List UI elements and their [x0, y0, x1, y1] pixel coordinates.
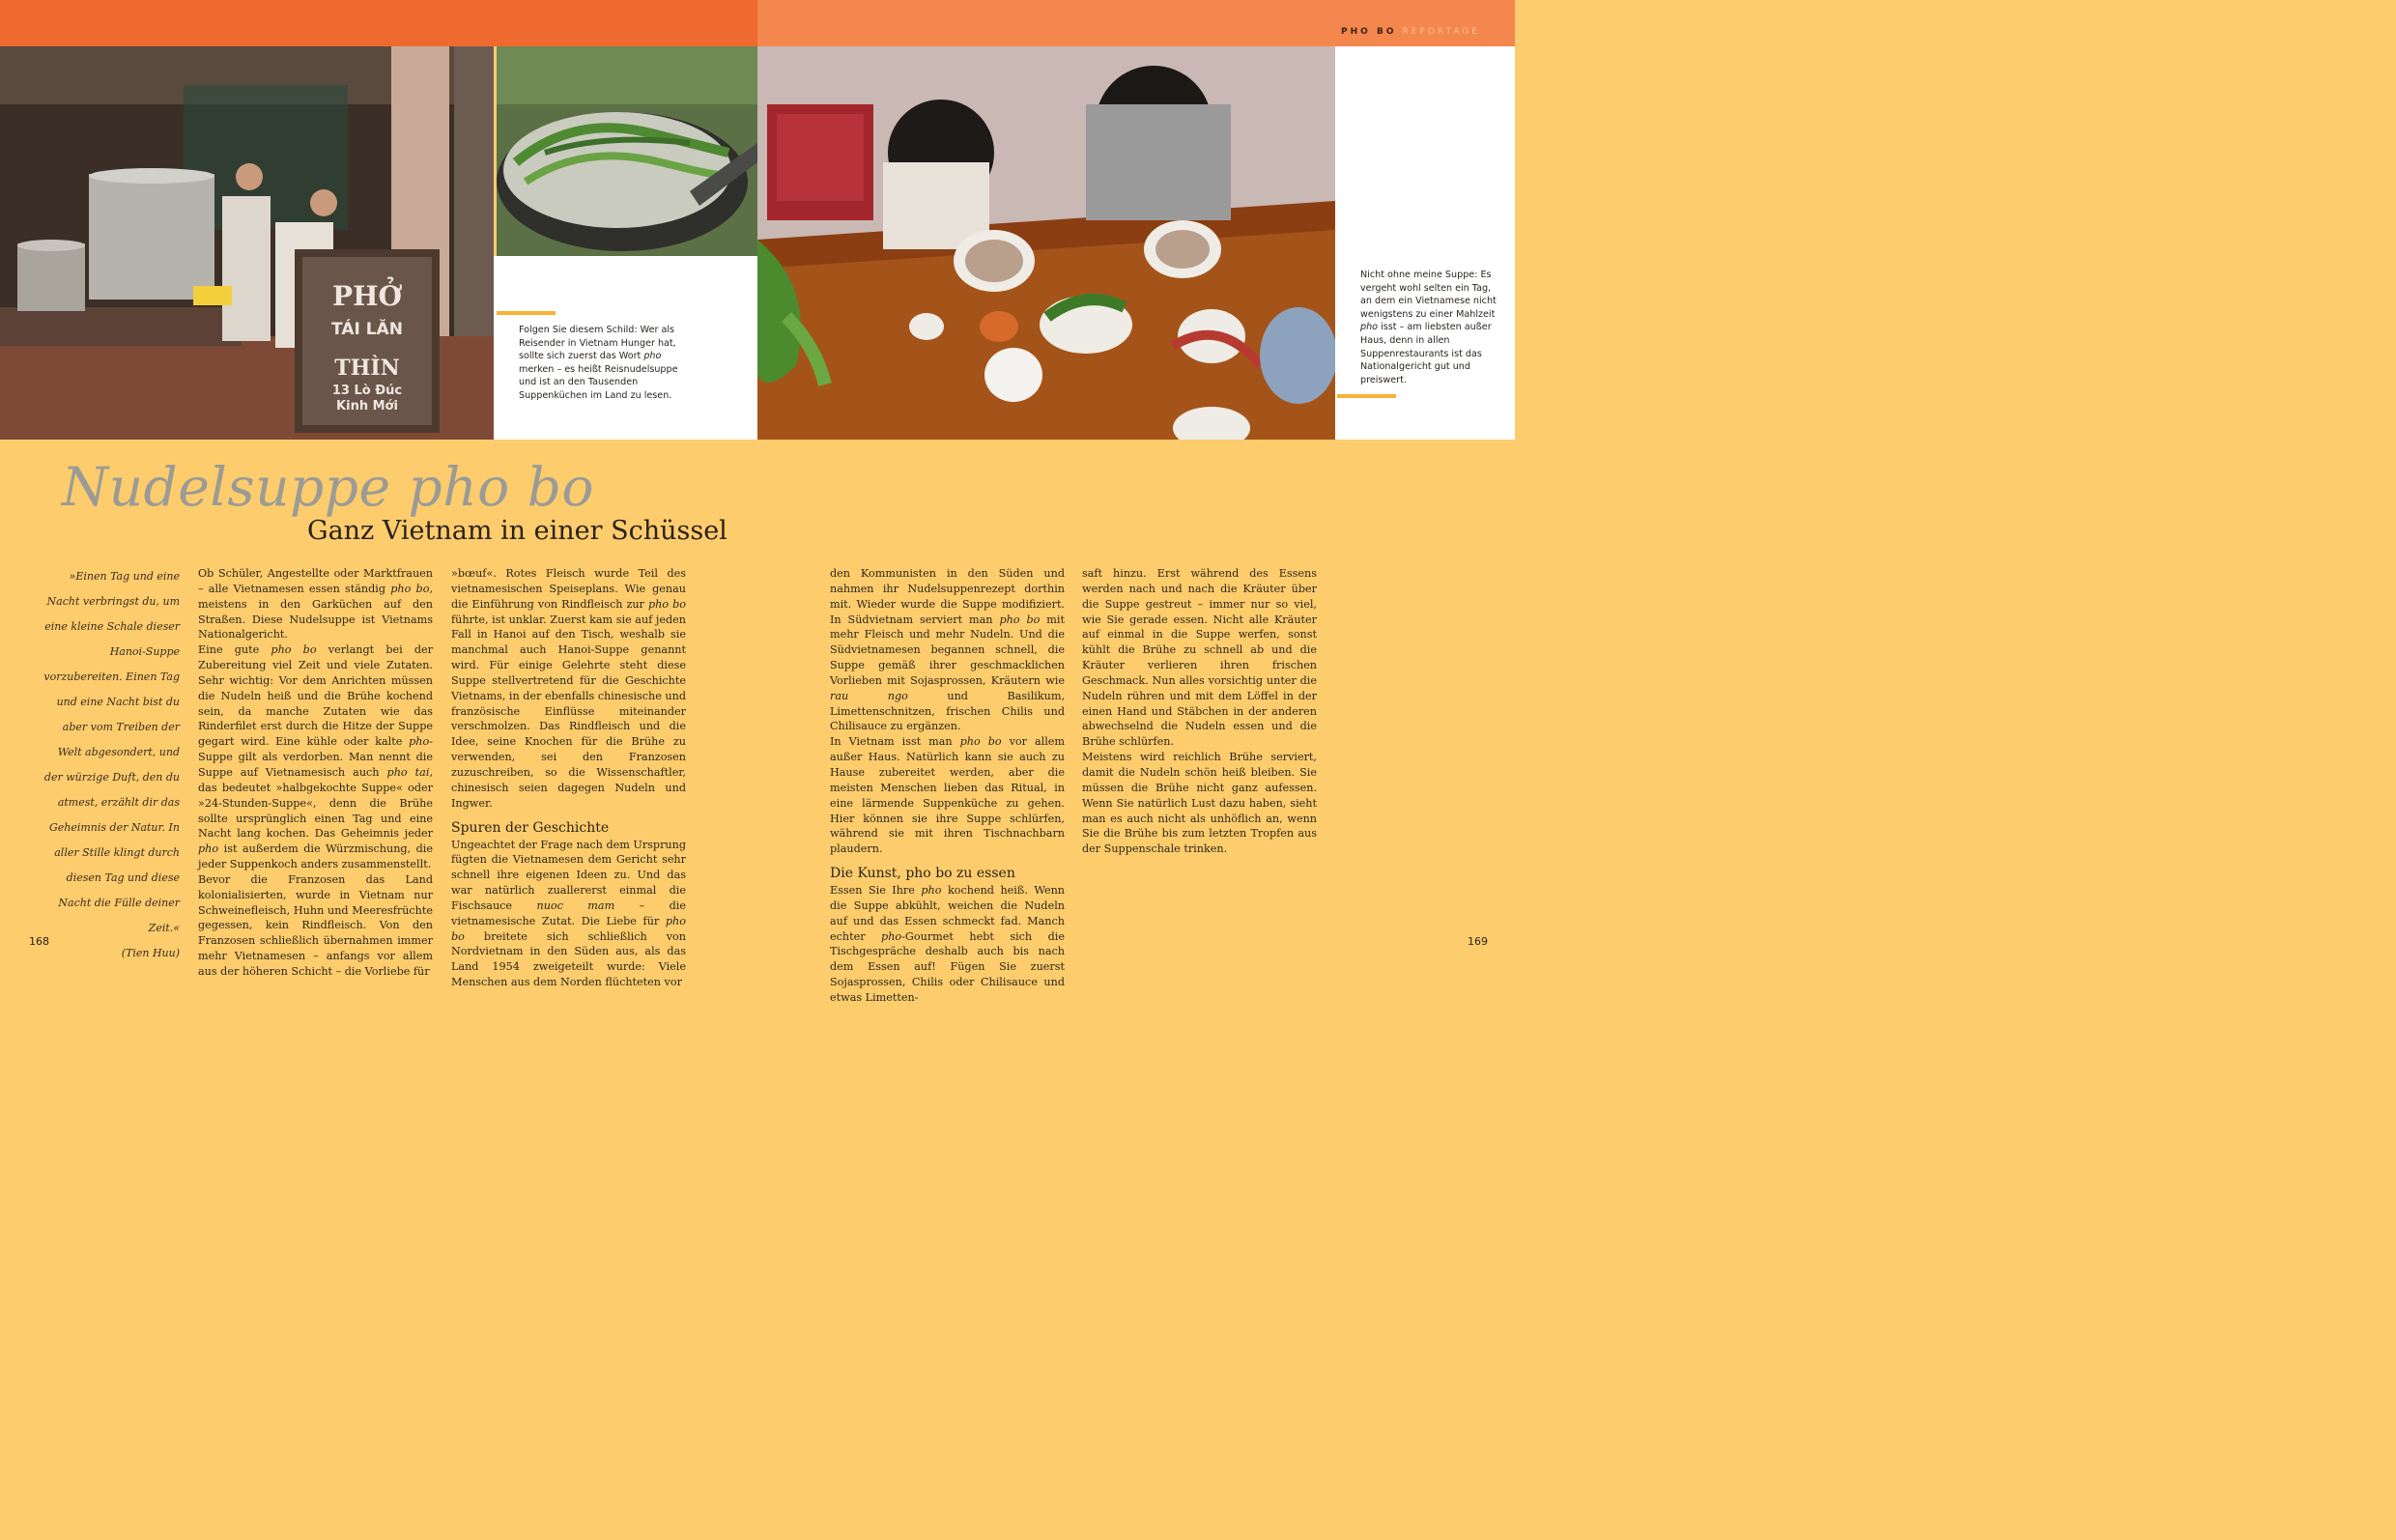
article-subtitle: Ganz Vietnam in einer Schüssel: [307, 516, 727, 546]
col3-paragraph-1: den Kommunisten in den Süden und nahmen ihr Nudelsuppenrezept dorthin mit. Wieder wurde die Suppe modifiziert. In Südvietnam serviert man pho bo mit mehr Fleisch und mehr Nudeln. Und die Südvietnamesen begannen schnell, die Suppe gemäß ihrer geschmacklichen Vorlieben mit Sojasprossen, Kräutern wie rau ngo und Basilikum, Limettenschnitzen, frischen Chilis und Chilisauce zu ergänzen.: [830, 567, 1065, 733]
pho-bowl-photo: [497, 46, 757, 256]
article-column-2: [451, 566, 686, 990]
header-band-right: [757, 0, 1515, 46]
col1-paragraph-1: Ob Schüler, Angestellte oder Marktfrauen – alle Vietnamesen essen ständig pho bo, meistens in den Garküchen auf den Straßen. Diese Nudelsuppe ist Vietnams Nationalgericht.: [198, 567, 433, 642]
diners-overhead-photo: [757, 46, 1335, 440]
col4-paragraph-2: Meistens wird reichlich Brühe serviert, damit die Nudeln schön heiß bleiben. Sie müssen die Brühe nicht ganz aufessen. Wenn Sie natürlich Lust dazu haben, sieht man es auch nicht als unhöflich an, wenn Sie die Brühe bis zum letzten Tropfen aus der Suppenschale trinken.: [1082, 751, 1317, 856]
running-head-section: PHO BO: [1341, 27, 1397, 37]
street-kitchen-photo: [0, 46, 494, 440]
col1-paragraph-3: Bevor die Franzosen das Land kolonialisierten, wurde in Vietnam nur Schweinefleisch, Huhn und Meeresfrüchte gegessen, kein Rindfleisch. Von den Franzosen schließlich übernahmen immer mehr Vietnamesen – anfangs vor allem aus der höheren Schicht – die Vorliebe für: [198, 872, 433, 978]
article-column-1: [198, 566, 433, 980]
sign-thin-text: THÌN: [334, 356, 400, 381]
col1-paragraph-2: Eine gute pho bo verlangt bei der Zubereitung viel Zeit und viele Zutaten. Sehr wichtig: Vor dem Anrichten müssen die Nudeln heiß und die Brühe kochend sein, da manche Zutaten wie das Rinderfilet erst durch die Hitze der Suppe gegart wird. Eine kühle oder kalte pho-Suppe gilt als verdorben. Man nennt die Suppe auf Vietnamesisch auch pho tai, das bedeutet »halbgekochte Suppe« oder »24-Stunden-Suppe«, denn die Brühe sollte ursprünglich einen Tag und eine Nacht lang kochen. Das Geheimnis jeder pho ist außerdem die Würzmischung, die jeder Suppenkoch anders zusammenstellt.: [198, 643, 434, 871]
sign-district-text: Kinh Mới: [336, 399, 398, 414]
sign-pho-text: PHỞ: [332, 280, 402, 312]
page-number-left: 168: [29, 935, 49, 948]
running-head: [1341, 27, 1480, 37]
col4-paragraph-1: saft hinzu. Erst während des Essens werden nach und nach die Kräuter über die Suppe gestreut – immer nur so viel, wie Sie gerade essen. Nicht alle Kräuter auf einmal in die Suppe werfen, sonst kühlt die Brühe zu schnell ab und die Kräuter verlieren ihren frischen Geschmack. Nun alles vorsichtig unter die Nudeln rühren und mit dem Löffel in der einen Hand und Stäbchen in der anderen abwechselnd die Nudeln essen und die Brühe schlürfen.: [1082, 567, 1317, 749]
col3-paragraph-3: Essen Sie Ihre pho kochend heiß. Wenn die Suppe abkühlt, weichen die Nudeln auf und das Essen schmeckt fad. Manch echter pho-Gourmet hebt sich die Tischgespräche deshalb auch bis nach dem Essen auf! Fügen Sie zuerst Sojasprossen, Chilis oder Chilisauce und etwas Limetten-: [830, 884, 1065, 1004]
sign-tai-lan-text: TÁI LĂN: [331, 320, 403, 339]
sign-address-text: 13 Lò Đúc: [331, 384, 403, 398]
right-caption-rule: [1337, 394, 1396, 398]
header-band-left: [0, 0, 757, 46]
col2-paragraph-2: Ungeachtet der Frage nach dem Ursprung fügten die Vietnamesen dem Gericht sehr schnell ihre eigenen Ideen zu. Und das war natürlich zuallererst einmal die Fischsauce nuoc mam – die vietnamesische Zutat. Die Liebe für pho bo breitete sich schließlich von Nordvietnam in den Süden aus, als das Land 1954 zweigeteilt wurde: Viele Menschen aus dem Norden flüchteten vor: [451, 838, 686, 989]
col2-paragraph-1: »bœuf«. Rotes Fleisch wurde Teil des vietnamesischen Speiseplans. Wie genau die Einführung von Rindfleisch zur pho bo führte, ist unklar. Zuerst kam sie auf jeden Fall in Hanoi auf den Tisch, weshalb sie manchmal auch Hanoi-Suppe genannt wird. Für einige Gelehrte steht diese Suppe stellvertretend für die Geschichte Vietnams, in der ebenfalls chinesische und französische Einflüsse miteinander verschmolzen. Das Rindfleisch und die Idee, seine Knochen für die Brühe zu verwenden, sei den Franzosen zuzuschreiben, so die Wissenschaftler, chinesisch seien dagegen Nudeln und Ingwer.: [451, 567, 686, 810]
left-caption: Folgen Sie diesem Schild: Wer als Reisender in Vietnam Hunger hat, sollte sich zuerst das Wort pho merken – es heißt Reisnudelsuppe und ist an den Tausenden Suppenküchen im Land zu lesen.: [519, 325, 678, 401]
pull-quote-source: (Tien Huu): [121, 947, 180, 959]
col3-paragraph-2: In Vietnam isst man pho bo vor allem außer Haus. Natürlich kann sie auch zu Hause zubereitet werden, aber die meisten Menschen lieben das Ritual, in eine lärmende Suppenküche zu gehen. Hier können sie ihre Suppe schlürfen, während sie mit ihren Tischnachbarn plaudern.: [830, 735, 1066, 856]
col3-subheading: Die Kunst, pho bo zu essen: [830, 866, 1015, 882]
pull-quote: [39, 564, 180, 966]
running-head-category: REPORTAGE: [1402, 27, 1480, 37]
right-caption: Nicht ohne meine Suppe: Es vergeht wohl selten ein Tag, an dem ein Vietnamese nicht wenigstens zu einer Mahlzeit pho isst – am liebsten außer Haus, denn in allen Suppenrestaurants ist das Nationalgericht gut und preiswert.: [1360, 270, 1497, 385]
article-title: Nudelsuppe pho bo: [62, 456, 595, 518]
article-column-4: [1082, 566, 1317, 857]
col2-subheading: Spuren der Geschichte: [451, 819, 610, 836]
pull-quote-text: »Einen Tag und eine Nacht verbringst du, um eine kleine Schale dieser Hanoi-Suppe vorzubereiten. Einen Tag und eine Nacht bist du aber vom Treiben der Welt abgesondert, und der würzige Duft, den du atmest, erzählt dir das Geheimnis der Natur. In aller Stille klingt durch diesen Tag und diese Nacht die Fülle deiner Zeit.«: [43, 570, 180, 934]
article-column-3: [830, 566, 1065, 1006]
left-caption-rule: [497, 311, 556, 315]
page-number-right: 169: [1468, 935, 1488, 948]
